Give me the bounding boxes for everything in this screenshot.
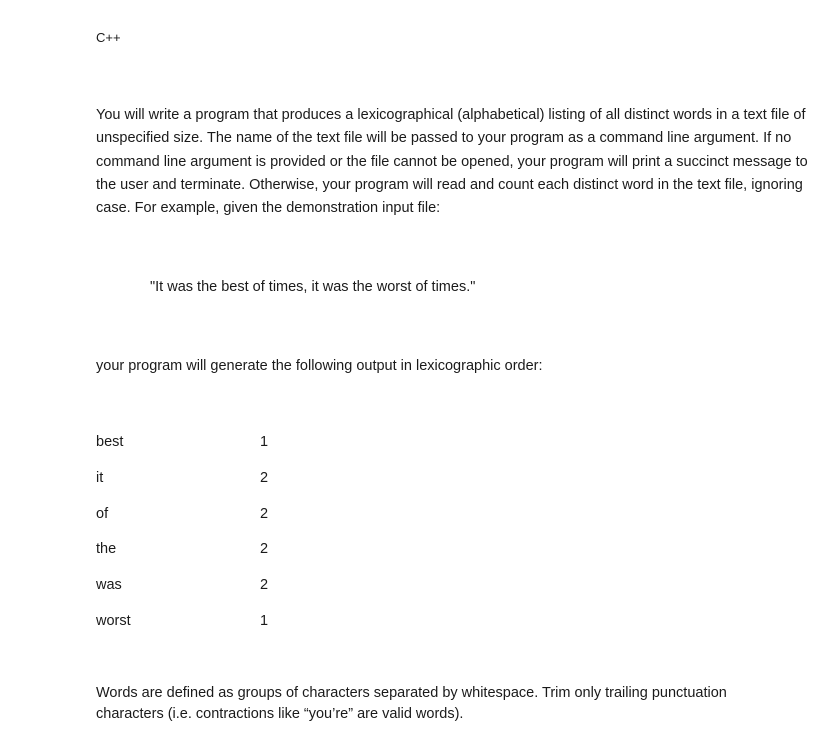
- table-row: [96, 539, 356, 575]
- table-row: [96, 432, 356, 468]
- example-input-quote: "It was the best of times, it was the worst of times.": [150, 279, 476, 295]
- count-cell: 1: [260, 434, 269, 450]
- intro-paragraph: You will write a program that produces a lexicographical (alphabetical) listing of all distinct words in a text file of unspecified size. The name of the text file will be passed to your program as a command line argument. If no command line argument is provided or the file cannot be opened, your program will print a succinct message to the user and terminate. Otherwise, your program will read and count each distinct word in the text file, ignoring case. For example, given the demonstration input file:: [96, 107, 808, 217]
- word-cell: the: [96, 541, 117, 558]
- count-cell: 2: [260, 469, 269, 486]
- count-cell: 2: [260, 577, 269, 594]
- word-cell: was: [96, 577, 122, 594]
- output-lead-paragraph: your program will generate the following output in lexicographic order:: [96, 358, 543, 374]
- word-cell: worst: [96, 612, 131, 629]
- count-cell: 2: [260, 505, 269, 522]
- word-cell: best: [96, 434, 124, 450]
- table-row: [96, 611, 356, 647]
- word-cell: of: [96, 505, 109, 522]
- table-row: [96, 575, 356, 611]
- closing-paragraph: Words are defined as groups of characters separated by whitespace. Trim only trailing punctuation characters (i.e. contractions like “you’re” are valid words).: [96, 685, 727, 722]
- table-row: [96, 504, 356, 540]
- document-heading: C++: [96, 30, 121, 45]
- word-count-table: [96, 432, 356, 647]
- count-cell: 1: [260, 612, 269, 629]
- count-cell: 2: [260, 541, 269, 558]
- word-cell: it: [96, 469, 104, 486]
- table-row: [96, 468, 356, 504]
